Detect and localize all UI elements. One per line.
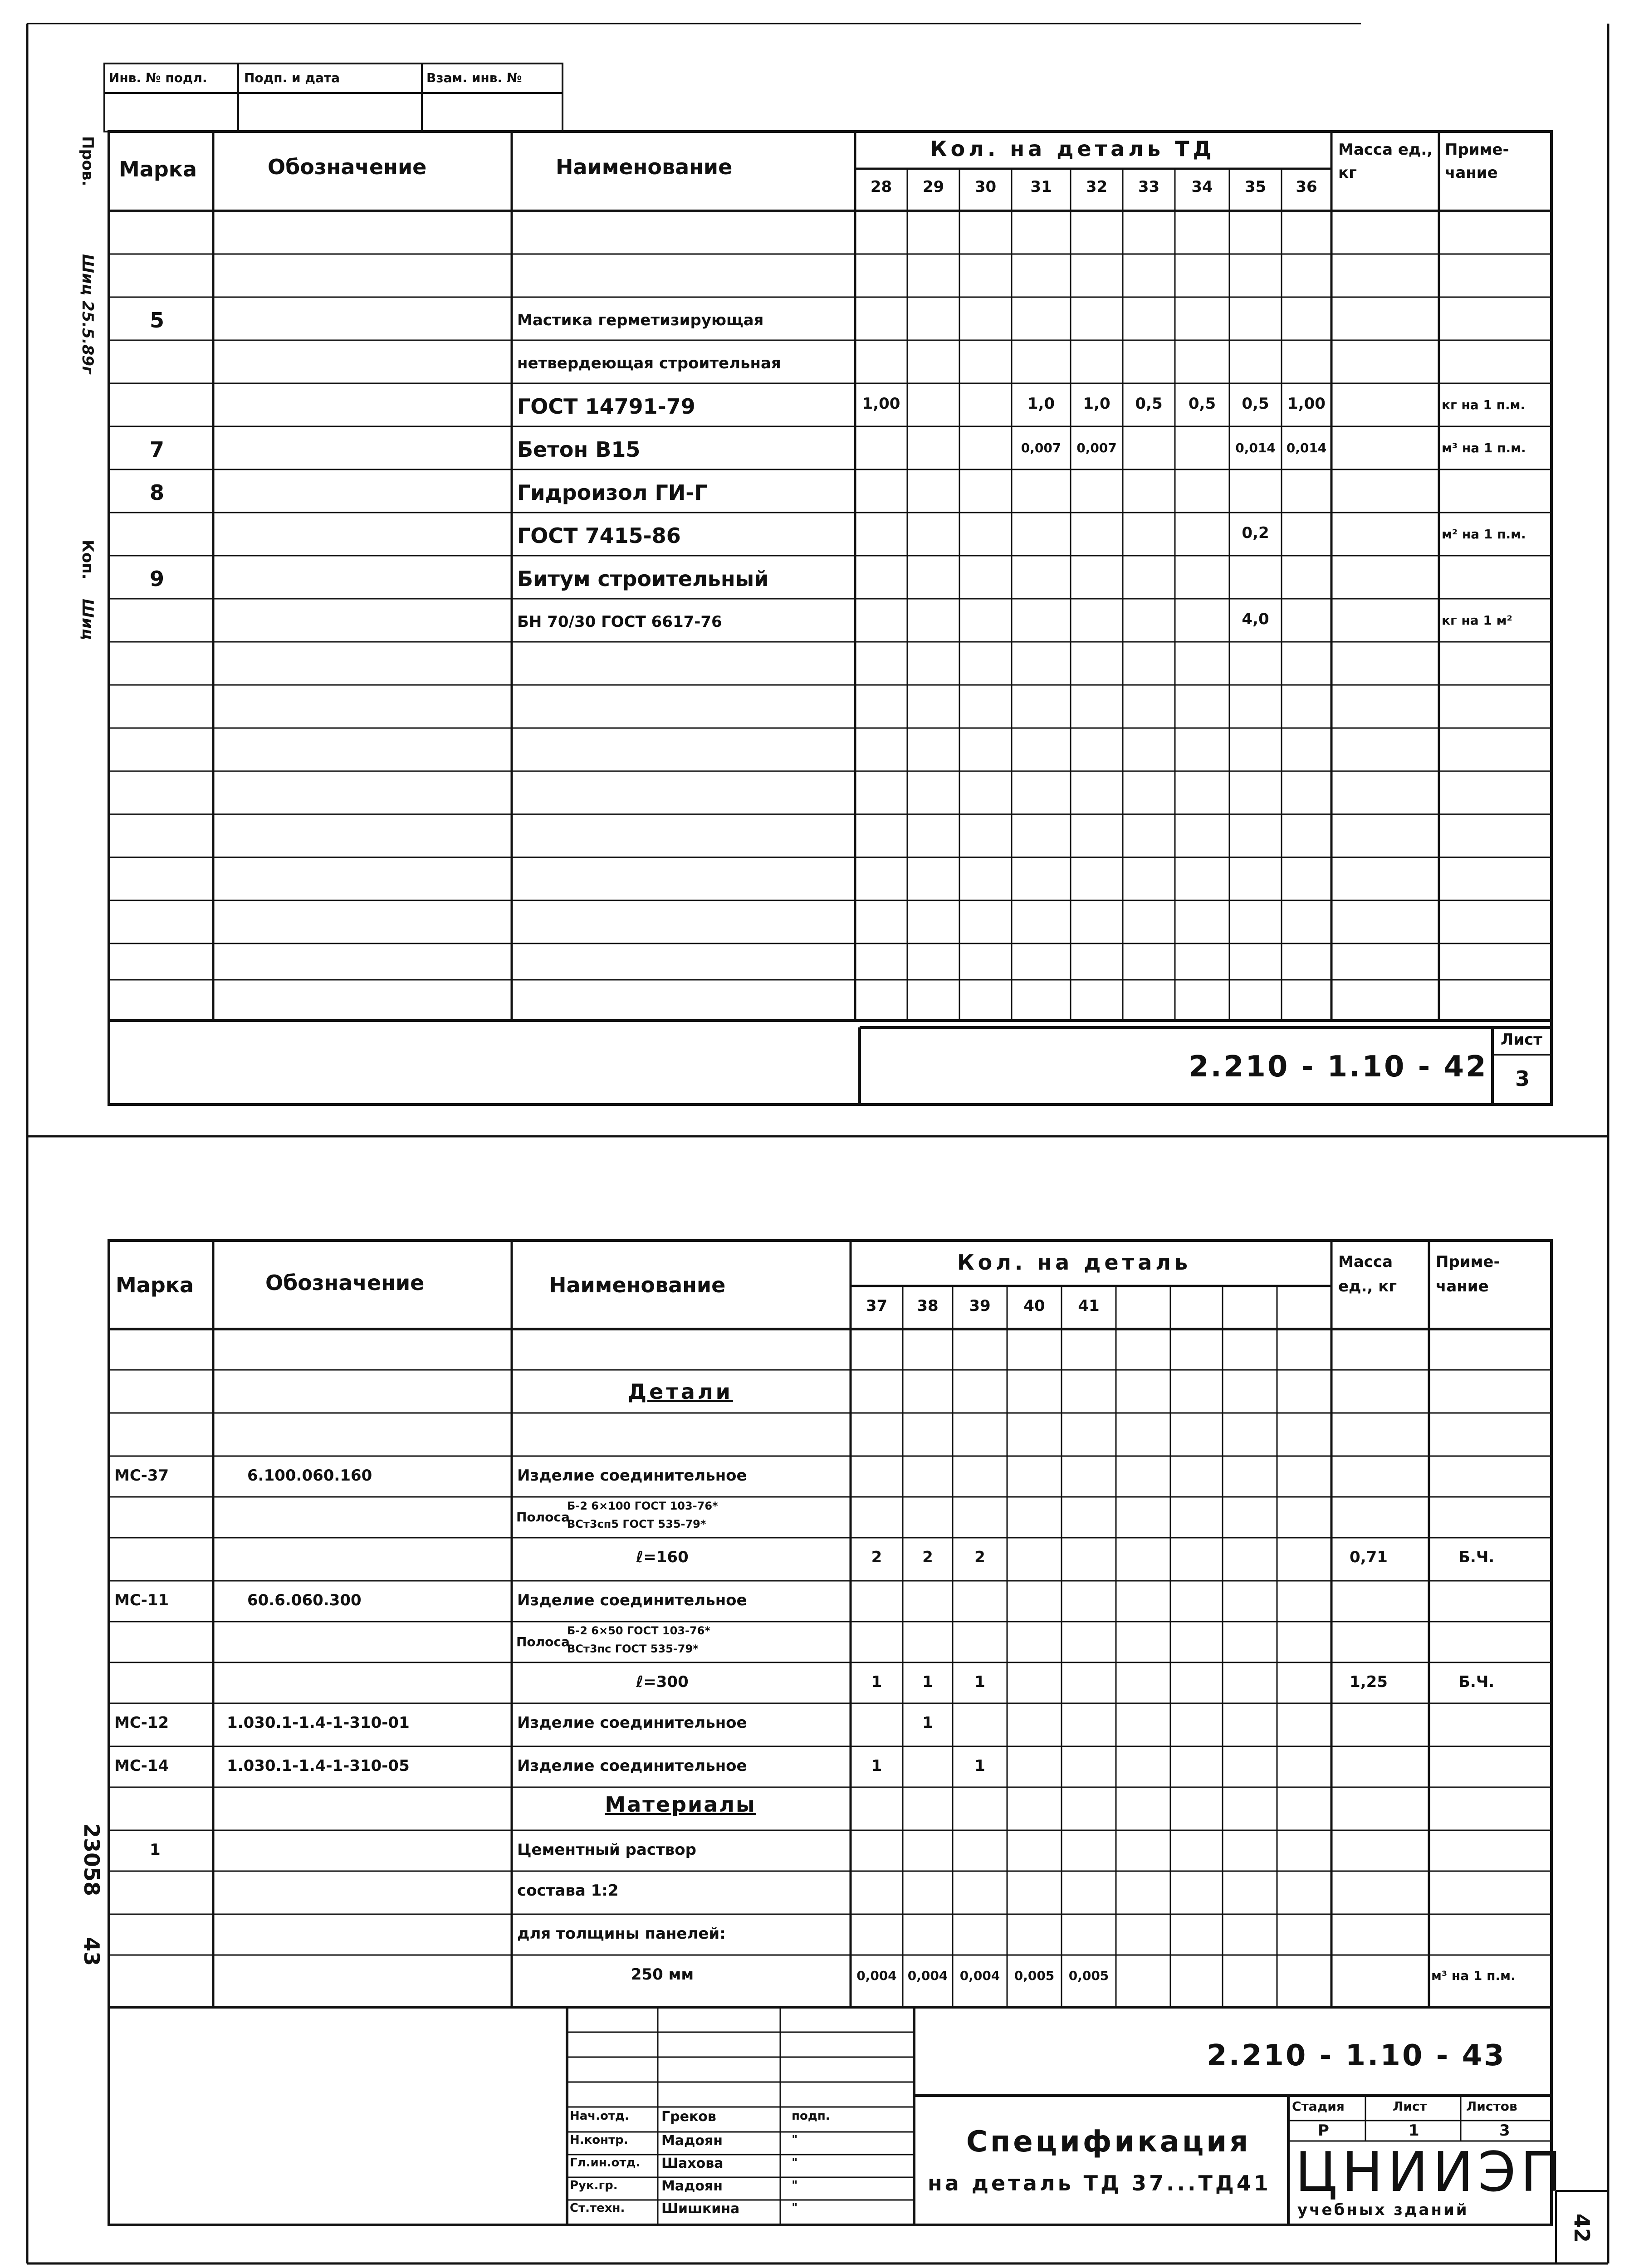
row-naimenovanie: состава 1:2 [517,1882,619,1900]
row-qty-39: 1 [974,1757,985,1775]
org-name: ЦНИИЭП [1295,2141,1566,2204]
signature-name: Шишкина [661,2201,740,2217]
row-marka: МС-11 [114,1591,169,1609]
section-materials: Материалы [605,1792,756,1817]
signature-name: Мадоян [661,2133,723,2149]
row-qty-38: 1 [922,1673,933,1691]
row-primechanie: м³ на 1 п.м. [1431,1968,1516,1983]
signature-name: Греков [661,2109,716,2125]
section-details: Детали [628,1379,733,1404]
listov-label: Листов [1466,2099,1517,2114]
header-primechanie-2: Приме- чание [1436,1253,1500,1296]
row-qty-35: 0,5 [1242,395,1269,413]
sheet1-list-label: Лист [1501,1031,1542,1049]
row-naimenovanie: ГОСТ 14791-79 [517,394,695,419]
margin-sign-prov: Шиц 25.5.89г [78,254,97,374]
list-value: 1 [1409,2121,1419,2140]
header-marka-2: Марка [116,1273,194,1297]
row-qty-34: 0,5 [1188,395,1216,413]
row-qty-38: 1 [922,1714,933,1732]
row-qty-31: 1,0 [1027,395,1055,413]
qty-col-header-37: 37 [866,1297,888,1315]
row-primechanie: Б.Ч. [1458,1548,1495,1566]
qty-col-header-38: 38 [917,1297,939,1315]
row-oboznachenie: 1.030.1-1.4-1-310-01 [227,1714,410,1732]
row-qty-37: 1 [871,1757,882,1775]
header-qty-group: Кол. на деталь ТД [930,137,1215,161]
header-naimenovanie-2: Наименование [549,1273,726,1297]
row-naimenovanie: Изделие соединительное [517,1466,747,1485]
title-line-1: Спецификация [966,2125,1251,2159]
signature-role: Ст.техн. [570,2201,625,2215]
row-marka: 1 [150,1841,161,1859]
row-qty-32: 0,007 [1076,440,1117,455]
signature-role: Нач.отд. [570,2109,629,2123]
row-qty-38: 2 [922,1548,933,1566]
row-marka: 8 [150,480,165,505]
title-line-2: на деталь ТД 37...ТД41 [928,2171,1271,2195]
sheet1-list-number: 3 [1515,1066,1530,1091]
stamp-vzam-inv: Взам. инв. № [426,70,522,85]
stamp-podp-data: Подп. и дата [244,70,340,85]
row-oboznachenie: 60.6.060.300 [247,1591,362,1609]
row-marka: 9 [150,567,165,591]
row-qty-36: 1,00 [1287,395,1326,413]
signature-role: Н.контр. [570,2133,628,2147]
row-marka: МС-37 [114,1466,169,1485]
header-massa-2: Масса ед., кг [1338,1253,1397,1296]
row-naimenovanie: Изделие соединительное [517,1591,747,1609]
row-naimenovanie: Битум строительный [517,567,769,591]
row-naimenovanie: Цементный раствор [517,1841,696,1859]
row-naimenovanie: Мастика герметизирующая [517,311,764,329]
row-oboznachenie: 6.100.060.160 [247,1466,372,1485]
header-primechanie: Приме- чание [1445,141,1509,182]
sheet1-doc-code: 2.210 - 1.10 - 42 [1189,1050,1488,1084]
row-qty-37: 2 [871,1548,882,1566]
row-naimenovanie: ℓ=300 [636,1673,689,1691]
row-naimenovanie: Бетон В15 [517,437,641,462]
header-qty-group-2: Кол. на деталь [957,1250,1192,1275]
row-naimenovanie: Изделие соединительное [517,1714,747,1732]
margin-prov: Пров. [78,136,97,186]
qty-col-header-40: 40 [1023,1297,1045,1315]
row-qty-35: 4,0 [1242,610,1269,628]
margin-kop: Коп. [78,540,97,580]
row-qty-35: 0,014 [1235,440,1276,455]
row-qty-28: 1,00 [862,395,900,413]
row-frac-bottom: ВСт3пс ГОСТ 535-79* [567,1642,699,1655]
org-subtitle: учебных зданий [1297,2201,1469,2219]
row-frac-top: Б-2 6×50 ГОСТ 103-76* [567,1624,710,1637]
row-naimenovanie: 250 мм [631,1965,694,1984]
row-massa: 0,71 [1350,1548,1388,1566]
signature-mark: " [792,2179,798,2192]
qty-col-header-32: 32 [1086,178,1108,196]
stadia-value: Р [1318,2121,1329,2140]
row-naimenovanie: ГОСТ 7415-86 [517,523,681,548]
margin-archive-number: 23058 [79,1823,104,1897]
header-massa: Масса ед., кг [1338,141,1433,182]
header-marka: Марка [119,157,197,181]
row-naimenovanie: ℓ=160 [636,1548,689,1566]
row-qty-36: 0,014 [1286,440,1327,455]
qty-col-header-30: 30 [974,178,997,196]
margin-sheet-side: 43 [79,1937,104,1966]
row-qty-33: 0,5 [1135,395,1163,413]
stamp-inv-podl: Инв. № подл. [109,70,207,85]
row-frac-bottom: ВСт3сп5 ГОСТ 535-79* [567,1518,706,1530]
list-label: Лист [1393,2099,1427,2114]
page-number: 42 [1570,2214,1594,2243]
row-marka: 7 [150,437,165,462]
signature-role: Рук.гр. [570,2179,618,2192]
qty-col-header-29: 29 [922,178,944,196]
qty-col-header-31: 31 [1030,178,1052,196]
row-marka: МС-12 [114,1714,169,1732]
row-naimenovanie: для толщины панелей: [517,1925,726,1943]
row-qty-41: 0,005 [1068,1968,1109,1983]
qty-col-header-34: 34 [1191,178,1213,196]
row-qty-39: 0,004 [959,1968,1000,1983]
row-primechanie: м³ на 1 п.м. [1442,440,1526,455]
row-naimenovanie: нетвердеющая строительная [517,354,781,372]
qty-col-header-39: 39 [969,1297,991,1315]
qty-col-header-35: 35 [1244,178,1267,196]
qty-col-header-36: 36 [1296,178,1317,196]
row-naim-prefix: Полоса [516,1634,570,1649]
row-massa: 1,25 [1350,1673,1388,1691]
qty-col-header-28: 28 [870,178,892,196]
row-naimenovanie: Гидроизол ГИ-Г [517,480,708,505]
row-oboznachenie: 1.030.1-1.4-1-310-05 [227,1757,410,1775]
row-qty-40: 0,005 [1014,1968,1055,1983]
signature-mark: подп. [792,2109,830,2123]
row-naimenovanie: БН 70/30 ГОСТ 6617-76 [517,613,722,631]
signature-role: Гл.ин.отд. [570,2156,641,2170]
signature-mark: " [792,2201,798,2215]
row-primechanie: м² на 1 п.м. [1442,527,1526,542]
row-qty-35: 0,2 [1242,524,1269,542]
signature-mark: " [792,2133,798,2147]
signature-mark: " [792,2156,798,2170]
row-naimenovanie: Изделие соединительное [517,1757,747,1775]
stadia-label: Стадия [1292,2099,1345,2114]
row-qty-37: 0,004 [856,1968,897,1983]
row-qty-38: 0,004 [907,1968,948,1983]
sheet2-doc-code: 2.210 - 1.10 - 43 [1207,2039,1506,2072]
row-primechanie: Б.Ч. [1458,1673,1495,1691]
signature-name: Мадоян [661,2178,723,2194]
row-qty-39: 1 [974,1673,985,1691]
row-qty-39: 2 [974,1548,985,1566]
row-frac-top: Б-2 6×100 ГОСТ 103-76* [567,1500,718,1512]
qty-col-header-41: 41 [1078,1297,1100,1315]
header-oboznachenie: Обозначение [268,155,427,179]
signature-name: Шахова [661,2156,724,2171]
row-primechanie: кг на 1 м² [1442,613,1512,628]
row-naim-prefix: Полоса [516,1510,570,1525]
row-marka: 5 [150,308,165,332]
qty-col-header-33: 33 [1138,178,1160,196]
row-primechanie: кг на 1 п.м. [1442,397,1526,412]
row-qty-31: 0,007 [1021,440,1062,455]
margin-sign-kop: Шиц [78,599,97,640]
row-qty-37: 1 [871,1673,882,1691]
header-oboznachenie-2: Обозначение [265,1271,425,1295]
row-marka: МС-14 [114,1757,169,1775]
header-naimenovanie: Наименование [556,155,733,179]
row-qty-32: 1,0 [1083,395,1111,413]
listov-value: 3 [1499,2121,1510,2140]
